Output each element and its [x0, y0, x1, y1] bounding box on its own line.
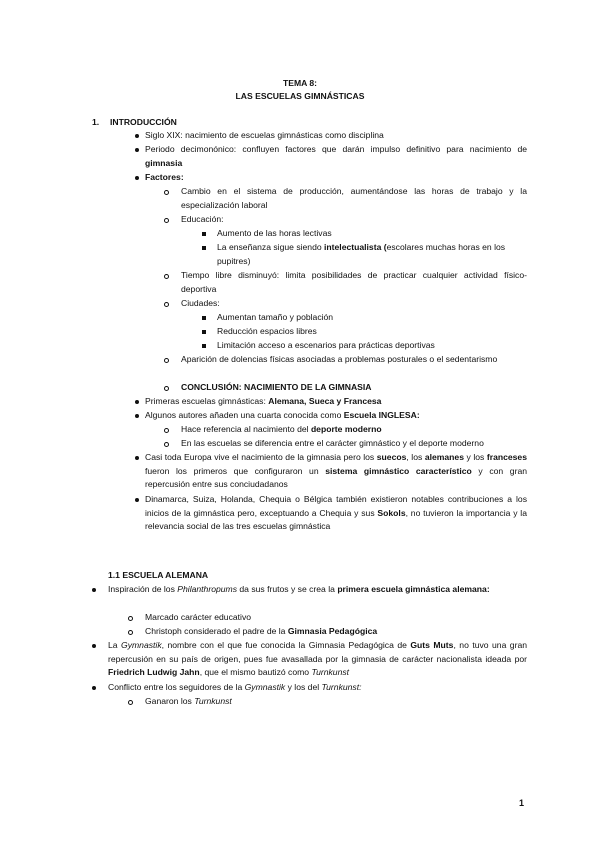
square-bullet-icon — [202, 330, 206, 334]
list-item: Conflicto entre los seguidores de la Gymnastik y los del Turnkunst: — [108, 682, 362, 692]
circle-bullet-icon — [128, 616, 133, 621]
list-item: Ganaron los Turnkunst — [145, 696, 232, 706]
bullet-icon — [135, 400, 139, 404]
bullet-icon — [92, 644, 96, 648]
square-bullet-icon — [202, 246, 206, 250]
topic-heading: TEMA 8: — [282, 78, 318, 88]
circle-bullet-icon — [164, 386, 169, 391]
list-item: En las escuelas se diferencia entre el carácter gimnástico y el deporte moderno — [181, 438, 484, 448]
list-item: Inspiración de los Philanthropums da sus frutos y se crea la primera escuela gimnástica alemana: — [108, 584, 490, 594]
list-item: Christoph considerado el padre de la Gimnasia Pedagógica — [145, 626, 378, 636]
circle-bullet-icon — [128, 630, 133, 635]
circle-bullet-icon — [164, 218, 169, 223]
list-item: Educación: — [181, 214, 224, 224]
list-item: Reducción espacios libres — [217, 326, 317, 336]
list-item: Algunos autores añaden una cuarta conocida como Escuela INGLESA: — [145, 410, 420, 420]
circle-bullet-icon — [164, 442, 169, 447]
circle-bullet-icon — [164, 274, 169, 279]
section-number: 1. — [92, 117, 100, 127]
list-item: Ciudades: — [181, 298, 220, 308]
subsection-title: 1.1 ESCUELA ALEMANA — [108, 570, 209, 580]
bullet-icon — [135, 176, 139, 180]
square-bullet-icon — [202, 232, 206, 236]
circle-bullet-icon — [164, 190, 169, 195]
list-item: Limitación acceso a escenarios para prácticas deportivas — [217, 340, 435, 350]
list-item: Tiempo libre disminuyó: limita posibilidades de practicar cualquier actividad físico-deportiva — [181, 270, 527, 294]
list-item: Aumento de las horas lectivas — [217, 228, 332, 238]
list-item: CONCLUSIÓN: NACIMIENTO DE LA GIMNASIA — [181, 382, 372, 392]
list-item: Aparición de dolencias físicas asociadas a problemas posturales o el sedentarismo — [181, 354, 498, 364]
bullet-icon — [92, 588, 96, 592]
list-item: Hace referencia al nacimiento del deporte moderno — [181, 424, 382, 434]
bullet-icon — [135, 498, 139, 502]
square-bullet-icon — [202, 316, 206, 320]
list-item: Aumentan tamaño y población — [217, 312, 334, 322]
list-item: Primeras escuelas gimnásticas: Alemana, Sueca y Francesa — [145, 396, 382, 406]
square-bullet-icon — [202, 344, 206, 348]
page-number: 1 — [519, 798, 525, 808]
bullet-icon — [92, 686, 96, 690]
circle-bullet-icon — [164, 358, 169, 363]
bullet-icon — [135, 134, 139, 138]
bullet-icon — [135, 456, 139, 460]
list-item: Dinamarca, Suiza, Holanda, Chequia o Bélgica también existieron notables contribuciones a los inicios de la gimnástica pero, exceptuando a Chequia y sus Sokols, no tuvieron la importancia y la relevancia social de las tres escuelas gimnástica — [145, 494, 527, 532]
section-title: INTRODUCCIÓN — [110, 117, 177, 127]
circle-bullet-icon — [128, 700, 133, 705]
list-item: Cambio en el sistema de producción, aumentándose las horas de trabajo y la especialización laboral — [181, 186, 527, 210]
circle-bullet-icon — [164, 302, 169, 307]
bullet-icon — [135, 148, 139, 152]
list-item: La enseñanza sigue siendo intelectualista (escolares muchas horas en los pupitres) — [217, 242, 506, 266]
list-item: Marcado carácter educativo — [145, 612, 252, 622]
list-item: Casi toda Europa vive el nacimiento de la gimnasia pero los suecos, los alemanes y los franceses fueron los primeros que configuraron un sistema gimnástico característico y con gran repercusión entre sus conciudadanos — [145, 452, 528, 490]
page-title: LAS ESCUELAS GIMNÁSTICAS — [235, 91, 365, 101]
list-item: Factores: — [145, 172, 184, 182]
bullet-icon — [135, 414, 139, 418]
list-item: Siglo XIX: nacimiento de escuelas gimnásticas como disciplina — [145, 130, 384, 140]
list-item: Periodo decimonónico: confluyen factores que darán impulso definitivo para nacimiento de gimnasia — [145, 144, 527, 168]
list-item: La Gymnastik, nombre con el que fue conocida la Gimnasia Pedagógica de Guts Muts, no tuvo una gran repercusión en su país de origen, pues fue avasallada por la gimnasia de carácter nacionalista ideada por Friedrich Ludwig Jahn, que el mismo bautizó como Turnkunst — [108, 640, 528, 678]
circle-bullet-icon — [164, 428, 169, 433]
